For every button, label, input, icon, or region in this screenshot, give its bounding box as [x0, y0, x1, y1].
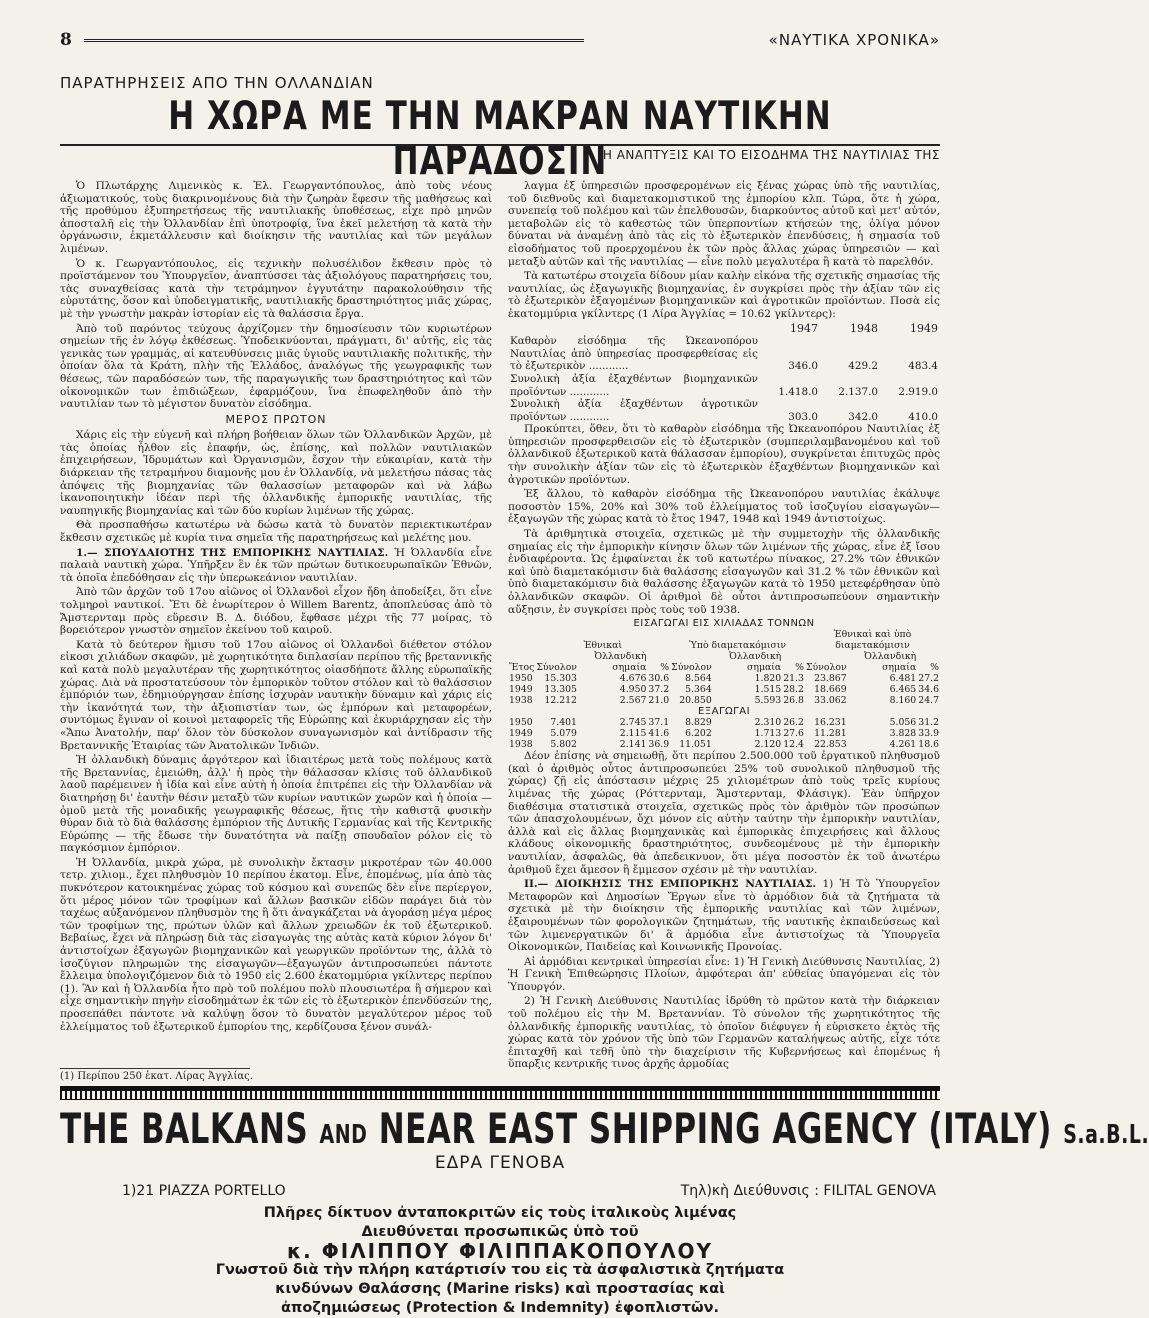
cell: 8.829: [685, 717, 712, 729]
cell: 36.9: [648, 739, 670, 751]
cell: 303.0: [788, 410, 818, 423]
cell: 11.051: [679, 739, 712, 751]
article-kicker: ΠΑΡΑΤΗΡΗΣΕΙΣ ΑΠΟ ΤΗΝ ΟΛΛΑΝΔΙΑΝ: [60, 74, 374, 92]
tonnage-table: [508, 618, 940, 750]
cell: 2.567: [619, 695, 647, 707]
column-header: Σύνολον: [671, 662, 712, 674]
cell: 27.6: [783, 728, 804, 740]
cell: 34.6: [918, 684, 939, 696]
year-cell: 1949: [509, 684, 533, 696]
paragraph: Ἡ ὀλλανδικὴ δύναμις ἀργότερον καὶ ἰδιαιτέρως μετὰ τοὺς πολέμους κατὰ τῆς Βρεταννίας, ἐμειώθη, ἀλλ' ἡ πρὸς τὴν θάλασσαν κλίσις τοῦ ὀλλανδικοῦ λαοῦ παρέμεινεν ἡ ἰδία καὶ εἶνε αὐτὴ ἡ ὁποία ἐπιτρέπει εἰς τὴν Ὀλλανδίαν νὰ διατηρήσῃ δι' ἑαυτὴν θέσιν μεταξὺ τῶν κυρίων ναυτικῶν χωρῶν καὶ ἡ ὁποία — ὁμοῦ μετὰ τῆς μοναδικῆς γεωγραφικῆς θέσεως, ἥτις τὴν καθιστᾷ φυσικὴν θύραν διὰ τὸ διὰ θαλάσσης ἐμπόριον τῆς Δυτικῆς Γερμανίας καὶ τῆς Κεντρικῆς Εὐρώπης — τῆς ἔδωσε τὴν δυνατότητα νὰ παίξῃ σπουδαῖον ρόλον εἰς τὸ παγκόσμιον ἐμπόριον.: [60, 754, 492, 855]
cell: 5.802: [550, 739, 577, 751]
cell: 6.202: [685, 728, 712, 740]
column-header: Ἔτος: [509, 662, 535, 674]
cell: 5.056: [889, 717, 917, 729]
cell: 37.1: [648, 717, 670, 729]
ad-title-part: THE BALKANS: [60, 1105, 309, 1154]
ad-telegraph: Τηλ)κὴ Διεύθυνσις : FILITAL GENOVA: [680, 1183, 936, 1199]
table-header-row: [508, 323, 940, 336]
left-column: [60, 180, 492, 1035]
cell: 5.593: [754, 695, 782, 707]
section-text: 1) Ἡ Τὸ Ὑπουργεῖον Μεταφορῶν καὶ Δημοσίων Ἔργων εἶνε τὸ ἁρμόδιον διὰ τὰ ζητήματα τὰ σχετικὰ μὲ τὴν διοίκησιν τῆς ἐμπορικῆς ναυτιλίας καὶ τῶν λιμένων, ἐξαιρουμένων τῶν φορολογικῶν ζητημάτων, τῆς ναυτικῆς ἐκπαιδεύσεως καὶ τῶν λιμενεργατικῶν δι' ἃ ἁρμόδια εἶνε ἀντιστοίχως τὰ Ὑπουργεῖα Οἰκονομικῶν, Παιδείας καὶ Κοινωνικῆς Προνοίας.: [508, 878, 940, 954]
year-header: 1949: [910, 321, 938, 335]
year-header: 1948: [850, 321, 878, 335]
part-heading: ΜΕΡΟΣ ΠΡΩΤΟΝ: [225, 412, 327, 426]
column-header: %: [930, 662, 939, 674]
paragraph: Δέον ἐπίσης νὰ σημειωθῇ, ὅτι περίπου 2.500.000 τοῦ ἐργατικοῦ πληθυσμοῦ (καὶ ὁ ἀριθμὸς οὗτος ἀντιπροσωπεύει 25% τοῦ συνολικοῦ πληθυσμοῦ τῆς χώρας) ζῇ εἰς ἀπόστασιν μέχρις 25 χιλιομέτρων ἀπὸ τοὺς τρεῖς κυρίους λιμένας τῆς χώρας (Ρόττερνταμ, Ἄμστερνταμ, Φλάσιγκ). Ἐὰν ὑπῆρχον διαθέσιμα στατιστικὰ στοιχεῖα, σχετικῶς πρὸς τὸν ἀριθμὸν τῶν προσώπων τῶν ἀπασχολουμένων, ὄχι μόνον εἰς αὐτὴν ταύτην τὴν ἐμπορικὴν ναυτιλίαν, ἀλλὰ καὶ εἰς ἄλλας βιομηχανικὰς καὶ ἐμπορικὰς ἐπιχειρήσεις καὶ ἄλλους κλάδους οἰκονομικῆς δραστηριότητος, συνδεομένους μὲ τὴν ἐμπορικὴν ναυτιλίαν, ἀσφαλῶς, θὰ ἀπεδεικνυον, ὅτι μέγα ποσοστὸν ἐκ τοῦ ἀνωτέρω ἀριθμοῦ ἔχει ἄμεσον ἢ ἔμμεσον σχέσιν μὲ τὴν ναυτιλίαν.: [508, 750, 940, 876]
imports-rows: [508, 673, 940, 706]
cell: 22.853: [814, 739, 847, 751]
cell: 5.364: [685, 684, 712, 696]
group-header: Ἐθνικαὶ: [583, 640, 622, 652]
cell: 20.850: [679, 695, 712, 707]
year-cell: 1938: [509, 695, 533, 707]
paragraph: Ὁ κ. Γεωργαντόπουλος, εἰς τεχνικὴν πολυσέλιδον ἔκθεσιν πρὸς τὸ προϊστάμενον του Ὑπουργεῖον, ἀναπτύσσει τὰς ἀξιολόγους παρατηρήσεις του, τὰς συναχθείσας κατὰ τὴν τετράμηνον ἐγγυτάτην παρακολούθησιν τῆς εὐρυτάτης, ὅσον καὶ ὑποδειγματικῆς, ναυτιλιακῆς δραστηριότητος μιᾶς χώρας, μὲ τὴν γνωστὴν μακρὰν ἱστορίαν εἰς τὰ θαλάσσια ἔργα.: [60, 257, 492, 320]
paragraph: Ἡ Ὀλλανδία, μικρὰ χώρα, μὲ συνολικὴν ἔκτασιν μικροτέραν τῶν 40.000 τετρ. χιλιομ., ἔχει πληθυσμὸν 10 περίπου ἑκατομ. Εἶνε, ἑπομένως, μία ἀπὸ τὰς πυκνότερον κατοικημένας χώρας τοῦ κόσμου καὶ συνεπῶς δὲν εἶνε περίεργον, ὅτι μέρος μόνον τῶν τροφίμων καὶ ἄλλων βασικῶν εἰδῶν παράγει διὰ τὸν ταχέως αὐξανόμενον πληθυσμὸν της ἢ ὅτι ἀναγκάζεται νὰ ἀγοράσῃ μέγα μέρος τῶν τροφίμων της, πρώτων ὑλῶν καὶ ἄλλων χρειωδῶν ἐκ τοῦ ἐξωτερικοῦ. Βεβαίως, ἔχει νὰ πληρώσῃ διὰ τὰς εἰσαγωγὰς της αὐτὰς κατὰ κύριον λόγον δι' ἀντιστοίχων ἐξαγωγῶν βιομηχανικῶν καὶ γεωργικῶν προϊόντων της, ἀλλὰ τὸ ἰσοζύγιον πληρωμῶν της εἰσαγωγῶν—ἐξαγωγῶν ἀντιπροσωπεύει πάντοτε ἔλλειμα ὑπολογιζόμενον διὰ τὸ 1950 εἰς 2.600 ἑκατομμύρια γκίλντερς περίπου (1). Ἂν καὶ ἡ Ὀλλανδία ἦτο πρὸ τοῦ πολέμου πολὺ πλουσιωτέρα ἢ σήμερον καὶ εἶχε σημαντικὴν πηγὴν εἰσοδημάτων ἐκ τῶν εἰς τὸ ἐξωτερικὸν ἐπενδύσεών της, προσεπάθει πάντοτε νὰ καλύψῃ ὅσον τὸ δυνατὸν μεγαλύτερον μέρος τοῦ ἐλλείμματος τοῦ ἐξωτερικοῦ ἐμπορίου της, κερδίζουσα ξένον συνάλ-: [60, 856, 492, 1033]
ad-line: Πλῆρες δίκτυον ἀνταποκριτῶν εἰς τοὺς ἰταλικοὺς λιμένας: [263, 1205, 737, 1221]
ad-line: κινδύνων Θαλάσσης (Marine risks) καὶ προστασίας καὶ: [275, 1281, 725, 1297]
column-header: Σύνολον: [805, 662, 847, 674]
column-header-row: [508, 651, 940, 673]
cell: 23.867: [814, 673, 847, 685]
footnote-rule: [60, 1068, 250, 1069]
cell: 18.6: [918, 739, 939, 751]
table-row: [508, 728, 940, 739]
column-header: Ὀλλανδικὴ σημαία: [729, 651, 782, 674]
table-row: [508, 335, 940, 373]
cell: 26.2: [783, 717, 804, 729]
paragraph: Προκύπτει, ὅθεν, ὅτι τὸ καθαρὸν εἰσόδημα τῆς Ὠκεανοπόρου Ναυτιλίας ἐξ ὑπηρεσιῶν προσφερθεισῶν εἰς τὸ ἐξωτερικὸν (συμπεριλαμβανομένου καὶ τοῦ ὀλλανδικοῦ ἐξωτερικοῦ κατὰ θάλασσαν ἐμπορίου), συγκρίνεται ἐπιτυχῶς πρὸς τὴν συνολικὴν ἀξίαν τῶν εἰς τὸ ἐξωτερικὸν ἐξαχθέντων βιομηχανικῶν καὶ ἀγροτικῶν προϊόντων.: [508, 423, 940, 486]
cell: 2.141: [619, 739, 647, 751]
cell: 21.3: [783, 673, 804, 685]
year-cell: 1950: [509, 717, 533, 729]
cell: 1.820: [754, 673, 782, 685]
table-row: [508, 398, 940, 423]
paragraph: Κατὰ τὸ δεύτερον ἥμισυ τοῦ 17ου αἰῶνος οἱ Ὀλλανδοὶ διέθετον στόλον εἰκοσι χιλιάδων σκαφῶν, μὲ χωρητικότητα διπλασίαν περίπου τῆς βρεταννικῆς καὶ κατὰ πολὺ μεγαλυτέραν τῆς χωρητικότητος οἱασδήποτε ἄλλης εὐρωπαϊκῆς χώρας. Διὰ νὰ προστατεύσουν τὸν ἐμπορικὸν τοῦτον στόλον καὶ τὸ θαλάσσιον ἐμπόριόν των, ἐδημιούργησαν ἐπίσης ἰσχυρὰν ναυτικὴν δύναμιν καὶ χάρις εἰς τὴν ἱκανότητά των, τὴν ἀξιοπιστίαν των, ὡς ἐμπόρων καὶ μεταφορέων, συντόμως ἔγιναν οἱ κοινοὶ μεταφορεῖς τῆς Εὐρώπης καὶ ἐκυριάρχησαν εἰς τὴν «Ἄπω Ἀνατολήν, παρ' ὅλον τὸν δύσκολον συναγωνισμὸν καὶ ἀντίδρασιν τῆς Βρεταννικῆς Ἑταιρίας τῶν Ἀνατολικῶν Ἰνδιῶν.: [60, 638, 492, 752]
ad-title-part: S.a.B.L.: [1063, 1119, 1149, 1150]
cell: 4.950: [619, 684, 647, 696]
cell: 41.6: [648, 728, 670, 740]
ad-seat: ΕΔΡΑ ΓΕΝΟΒΑ: [434, 1153, 566, 1173]
cell: 30.6: [648, 673, 670, 685]
cell: 24.7: [918, 695, 939, 707]
group-header-row: [508, 629, 940, 651]
journal-name: «ΝΑΥΤΙΚΑ ΧΡΟΝΙΚΑ»: [768, 31, 940, 49]
column-header: Ὀλλανδικὴ σημαία: [864, 651, 917, 674]
year-cell: 1938: [509, 739, 533, 751]
cell: 483.4: [908, 360, 938, 373]
cell: 4.261: [889, 739, 917, 751]
cell: 6.465: [889, 684, 917, 696]
paragraph: Τὰ ἀριθμητικὰ στοιχεῖα, σχετικῶς μὲ τὴν συμμετοχὴν τῆς ὀλλανδικῆς σημαίας εἰς τὴν ἐμπορικὴν κίνησιν ὅλων τῶν λιμένων τῆς χώρας, εἶνε ἐξ ἴσου ἐνδιαφέροντα. Ὡς ἐμφαίνεται ἐκ τοῦ κατωτέρω πίνακος, 27.2% τῶν ἐθνικῶν καὶ ὑπὸ διαμετακόμισιν διὰ θαλάσσης εἰσαγωγῶν καὶ 31.2 % τῶν ἐθνικῶν καὶ ὑπὸ διαμετακόμισιν διὰ θαλάσσης ἐξαγωγῶν κατὰ τὸ 1950 μετεφέρθησαν ὑπὸ ὀλλανδικῶν σκαφῶν. Οἱ ἀριθμοὶ δὲ οὗτοι ἀντιπροσωπεύουν σημαντικὴν αὔξησιν, ἐν συγκρίσει πρὸς τοὺς τοῦ 1938.: [508, 528, 940, 616]
table-caption-row: [508, 618, 940, 629]
column-header: %: [795, 662, 804, 674]
cell: 342.0: [848, 410, 878, 423]
row-label: Συνολικὴ ἀξία ἐξαχθέντων βιομηχανικῶν προϊόντων ............: [510, 372, 758, 398]
cell: 28.2: [783, 684, 804, 696]
ad-title-part: NEAR EAST SHIPPING AGENCY (ITALY): [378, 1105, 1052, 1154]
header-rule: [84, 39, 584, 42]
paragraph: Χάρις εἰς τὴν εὐγενῆ καὶ πλήρη βοήθειαν ὅλων τῶν Ὀλλανδικῶν Ἀρχῶν, μὲ τὰς ὁποίας ἦλθον εἰς ἐπαφήν, ὡς, ἐπίσης, καὶ πολλῶν ναυτιλιακῶν ἐπιχειρήσεων, Ἱδρυμάτων καὶ Ὀργανισμῶν, ἔσχον τὴν εὐκαιρίαν, κατὰ τὴν διάρκειαν τῆς τετραμήνου διαμονῆς μου ἐν Ὀλλανδίᾳ, νὰ μελετήσω πάσας τὰς ἀπόψεις τῆς βιομηχανίας τῶν θαλασσίων μεταφορῶν καὶ νὰ λάβω ἱκανοποιητικὴν ἰδέαν περὶ τῆς ὀλλανδικῆς ἐμπορικῆς ναυτιλίας, τῆς ναυπηγικῆς βιομηχανίας καὶ τῶν δύο κυρίων λιμένων τῆς χώρας.: [60, 429, 492, 517]
paragraph: Θὰ προσπαθήσω κατωτέρω νὰ δώσω κατὰ τὸ δυνατὸν περιεκτικωτέραν ἔκθεσιν σχετικῶς μὲ κυρία τινα σημεῖα τῆς παρατηρήσεως καὶ μελέτης μου.: [60, 519, 492, 545]
cell: 1.515: [754, 684, 782, 696]
paragraph: Ἀπὸ τοῦ παρόντος τεύχους ἀρχίζομεν τὴν δημοσίευσιν τῶν κυριωτέρων σημείων τῆς ἐν λόγῳ ἐκθέσεως. Ὑποδεικνύονται, πράγματι, δι' αὐτῆς, εἰς τὰς γενικὰς των γραμμάς, αἱ κατευθύνσεις μιᾶς ὑγιοῦς ναυτιλιακῆς πολιτικῆς, τὴν ὁποίαν ὅλα τὰ Κράτη, πλὴν τῆς Ἑλλάδος, ἀναλόγως τῆς γεωγραφικῆς των θέσεως, τῶν παραδόσεών των, τῆς παραγωγικῆς των δραστηριότητος καὶ τῶν οἰκονομικῶν των ἐπιδιώξεων, ἐφαρμόζουν, ἵνα ἐπωφεληθοῦν ἀπὸ τὴν ναυτιλίαν των τὸ μέγιστον δυνατὸν εἰσόδημα.: [60, 322, 492, 411]
cell: 2.120: [754, 739, 782, 751]
cell: 8.160: [889, 695, 917, 707]
footnote: (1) Περίπου 250 ἑκατ. Λίρας Ἀγγλίας.: [60, 1071, 253, 1082]
cell: 429.2: [848, 360, 878, 373]
ad-line: Διευθύνεται προσωπικῶς ὑπὸ τοῦ: [361, 1224, 639, 1240]
ad-company-name: [60, 1105, 1149, 1154]
cell: 2.310: [754, 717, 782, 729]
table-caption: ΕΙΣΑΓΩΓΑΙ ΕΙΣ ΧΙΛΙΑΔΑΣ ΤΟΝΝΩΝ: [633, 618, 815, 630]
year-cell: 1949: [509, 728, 533, 740]
cell: 410.0: [908, 410, 938, 423]
table-row: [508, 695, 940, 706]
column-header: Ὀλλανδικὴ σημαία: [594, 651, 647, 674]
cell: 31.2: [918, 717, 939, 729]
cell: 13.305: [544, 684, 577, 696]
section-title: ΙΙ.— ΔΙΟΙΚΗΣΙΣ ΤΗΣ ΕΜΠΟΡΙΚΗΣ ΝΑΥΤΙΛΙΑΣ.: [524, 878, 817, 891]
exports-rows: [508, 717, 940, 750]
paragraph: 2) Ἡ Γενικὴ Διεύθυνσις Ναυτιλίας ἱδρύθη τὸ πρῶτον κατὰ τὴν διάρκειαν τοῦ πολέμου εἰς τὴν Μ. Βρεταννίαν. Τὸ σύνολον τῆς χωρητικότητος τῆς ὀλλανδικῆς ἐμπορικῆς ναυτιλίας, τὸ ὁποῖον διέφυγεν ἡ εὑρισκετο ἐκτὸς τῆς χώρας κατὰ τὸν χρόνον τῆς ὑπὸ τῶν Γερμανῶν καταλήψεως αὐτῆς, εἶχε τότε ἐπιταχθῆ καὶ τεθῆ ὑπὸ τὴν διαχείρισιν τῆς Κυβερνήσεως καὶ ἑπομένως ἡ ὕπαρξις κεντρικῆς τινος ἀρχῆς ἁρμοδίας: [508, 995, 940, 1071]
ad-address: 1)21 PIAZZA PORTELLO: [122, 1183, 286, 1199]
group-header: Ἐθνικαὶ καὶ ὑπὸ διαμετακόμισιν: [833, 629, 912, 652]
paragraph: λαγμα ἐξ ὑπηρεσιῶν προσφερομένων εἰς ξένας χώρας ὑπὸ τῆς ναυτιλίας, τοῦ διεθνοῦς καὶ διαμετακομιστικοῦ της ἐμπορίου κλπ. Τώρα, ὅτε ἡ χώρα, συνεπείᾳ τοῦ πολέμου καὶ τῶν ἐπελθουσῶν, διαρκούντος αὐτοῦ καὶ μετ' αὐτόν, μεταβολῶν εἰς τὸ καθεστὼς τῶν ὑπερποντίων κτήσεών της, ὀλίγα μόνον δύναται νὰ ἀναμένῃ ἀπὸ τὰς εἰς τὸ ἐξωτερικὸν ἐπενδύσεις, ἡ σημασία τοῦ εἰσοδήματος τοῦ προερχομένου ἐκ τῶν πρὸς ἄλλας χώρας ὑπηρεσιῶν — καὶ μεταξὺ αὐτῶν καὶ τῆς ναυτιλίας — εἶνε πολὺ μεγαλυτέρα ἢ κατὰ τὸ παρελθόν.: [508, 180, 940, 268]
row-label: Συνολικὴ ἀξία ἐξαχθέντων ἀγροτικῶν προϊόντων ............: [510, 398, 758, 423]
column-header: Σύνολον: [536, 662, 577, 674]
section-text: Ἡ Ὀλλανδία εἶνε παλαιὰ ναυτικὴ χώρα. Ὑπῆρξεν ἓν ἐκ τῶν πρώτων δυτικοευρωπαϊκῶν Ἐθνῶν, τὰ ὁποῖα ἐπεδόθησαν εἰς τὴν ὑπερωκεάνιον ναυτιλίαν.: [60, 546, 492, 584]
year-cell: 1950: [509, 673, 533, 685]
cell: 2.745: [619, 717, 647, 729]
table-row: [508, 373, 940, 398]
column-header: %: [660, 662, 670, 674]
income-table: [508, 323, 940, 424]
paragraph: Ἐξ ἄλλου, τὸ καθαρὸν εἰσόδημα τῆς Ὠκεανοπόρου ναυτιλίας ἐκάλυψε ποσοστὸν 15%, 20% καὶ 30% τοῦ ἐλλείμματος τοῦ ἰσοζυγίου εἰσαγωγῶν—ἐξαγωγῶν τῆς χώρας κατὰ τὸ ἔτος 1947, 1948 καὶ 1949 ἀντιστοίχως.: [508, 488, 940, 526]
cell: 26.8: [783, 695, 804, 707]
right-column: [508, 180, 940, 1073]
page-number: 8: [60, 30, 72, 50]
cell: 37.2: [648, 684, 670, 696]
paragraph: Ἀπὸ τῶν ἀρχῶν τοῦ 17ου αἰῶνος οἱ Ὀλλανδοὶ εἶχον ἤδη ἀποδείξει, ὅτι εἶνε τολμηροὶ ναυτικοί. Ἔτι δὲ ἐνωρίτερον ὁ Willem Barentz, ἀποπλεύσας ἀπὸ τὸ Ἄμστερνταμ πρὸς εὕρεσιν Β. Δ. διόδου, ἔφθασε μέχρι τῆς 77 μοίρας, τὸ βορειότερον γνωστὸν σημεῖον ἐκείνου τοῦ καιροῦ.: [60, 586, 492, 637]
cell: 4.676: [619, 673, 647, 685]
cell: 6.481: [889, 673, 917, 685]
cell: 11.281: [814, 728, 847, 740]
cell: 2.137.0: [838, 385, 878, 398]
cell: 27.2: [918, 673, 939, 685]
shipping-agency-advertisement: [60, 1086, 1149, 1316]
paragraph: Ὁ Πλωτάρχης Λιμενικὸς κ. Ἐλ. Γεωργαντόπουλος, ἀπὸ τοὺς νέους ἀξιωματικούς, τοὺς διακρινομένους διὰ τὴν ζωηρὰν ἔφεσιν τῆς μαθήσεως καὶ τῆς προθύμου ἐξυπηρετήσεως τῆς ναυτιλιακῆς ὑποθέσεως, εἶχε πρὸ μηνῶν ἀποσταλῆ εἰς τὴν Ὀλλανδίαν ἐπὶ ὑποτροφίᾳ, ἵνα ἐκεῖ μελετήσῃ τὰ κατὰ τὴν ὀργάνωσιν, ἐκμετάλλευσιν καὶ διοίκησιν τῆς ναυτιλίας καὶ τῶν μεγάλων λιμένων.: [60, 180, 492, 255]
year-header: 1947: [790, 321, 818, 335]
exports-caption: ΕΞΑΓΩΓΑΙ: [697, 706, 751, 718]
cell: 12.212: [544, 695, 577, 707]
cell: 33.062: [814, 695, 847, 707]
cell: 12.4: [783, 739, 804, 751]
section-title: 1.— ΣΠΟΥΔΑΙΟΤΗΣ ΤΗΣ ΕΜΠΟΡΙΚΗΣ ΝΑΥΤΙΛΙΑΣ.: [76, 546, 389, 559]
cell: 1.713: [754, 728, 782, 740]
cell: 346.0: [788, 360, 818, 373]
headline-rule: [60, 144, 940, 146]
paragraph: Τὰ κατωτέρω στοιχεῖα δίδουν μίαν καλὴν εἰκόνα τῆς σχετικῆς σημασίας τῆς ναυτιλίας, ὡς ἐξαγωγικῆς βιομηχανίας, ἐν συγκρίσει πρὸς τὴν ἀξίαν τῶν εἰς τὸ ἐξωτερικὸν ἐξαγομένων βιομηχανικῶν καὶ ἀγροτικῶν προϊόντων. Ποσὰ εἰς ἑκατομμύρια γκίλντερς (1 Λίρα Ἀγγλίας = 10.62 γκίλντερς):: [508, 270, 940, 320]
ad-line: Γνωστοῦ διὰ τὴν πλήρη κατάρτισίν του εἰς τὰ ἀσφαλιστικὰ ζητήματα: [215, 1262, 785, 1278]
section-paragraph: [60, 547, 492, 585]
ad-border: [60, 1091, 940, 1100]
table-row: [508, 739, 940, 750]
cell: 18.669: [814, 684, 847, 696]
article-headline: Η ΧΩΡΑ ΜΕ ΤΗΝ ΜΑΚΡΑΝ ΝΑΥΤΙΚΗΝ ΠΑΡΑΔΟΣΙΝ: [168, 94, 832, 184]
paragraph: Αἱ ἁρμόδιαι κεντρικαὶ ὑπηρεσίαι εἶνε: 1) Ἡ Γενικὴ Διεύθυνσις Ναυτιλίας, 2) Ἡ Γενικὴ Ἐπιθεώρησις Πλοίων, ἀμφότεραι ἀπ' εὐθείας ὑπαγόμεναι εἰς τὸν Ὑπουργόν.: [508, 955, 940, 993]
group-header: Ὑπὸ διαμετακόμισιν: [688, 640, 787, 652]
ad-line: ἀποζημιώσεως (Protection & Indemnity) ἐφοπλιστῶν.: [280, 1300, 720, 1316]
cell: 2.919.0: [898, 385, 938, 398]
ad-body: [60, 1204, 940, 1318]
running-header: [60, 28, 940, 54]
cell: 3.828: [889, 728, 917, 740]
row-label: Καθαρὸν εἰσόδημα τῆς Ὠκεανοπόρου Ναυτιλίας ἀπὸ ὑπηρεσίας προσφερθείσας εἰς τὸ ἐξωτερικὸν ............: [510, 335, 758, 373]
cell: 5.079: [550, 728, 577, 740]
cell: 21.0: [648, 695, 670, 707]
cell: 1.418.0: [778, 385, 818, 398]
cell: 15.303: [544, 673, 577, 685]
table-row: [508, 717, 940, 728]
table-row: [508, 673, 940, 684]
ad-title-part: AND: [319, 1119, 368, 1150]
table-row: [508, 684, 940, 695]
section-paragraph: [508, 878, 940, 954]
cell: 2.115: [619, 728, 647, 740]
cell: 8.564: [685, 673, 712, 685]
ad-line: κ. ΦΙΛΙΠΠΟΥ ΦΙΛΙΠΠΑΚΟΠΟΥΛΟΥ: [286, 1239, 714, 1263]
article-subhead: Η ΑΝΑΠΤΥΞΙΣ ΚΑΙ ΤΟ ΕΙΣΟΔΗΜΑ ΤΗΣ ΝΑΥΤΙΛΙΑΣ ΤΗΣ: [602, 148, 940, 162]
cell: 33.9: [918, 728, 939, 740]
cell: 16.231: [814, 717, 847, 729]
magazine-page: [60, 28, 1149, 1316]
cell: 7.401: [550, 717, 577, 729]
table-caption-row: [508, 706, 940, 717]
